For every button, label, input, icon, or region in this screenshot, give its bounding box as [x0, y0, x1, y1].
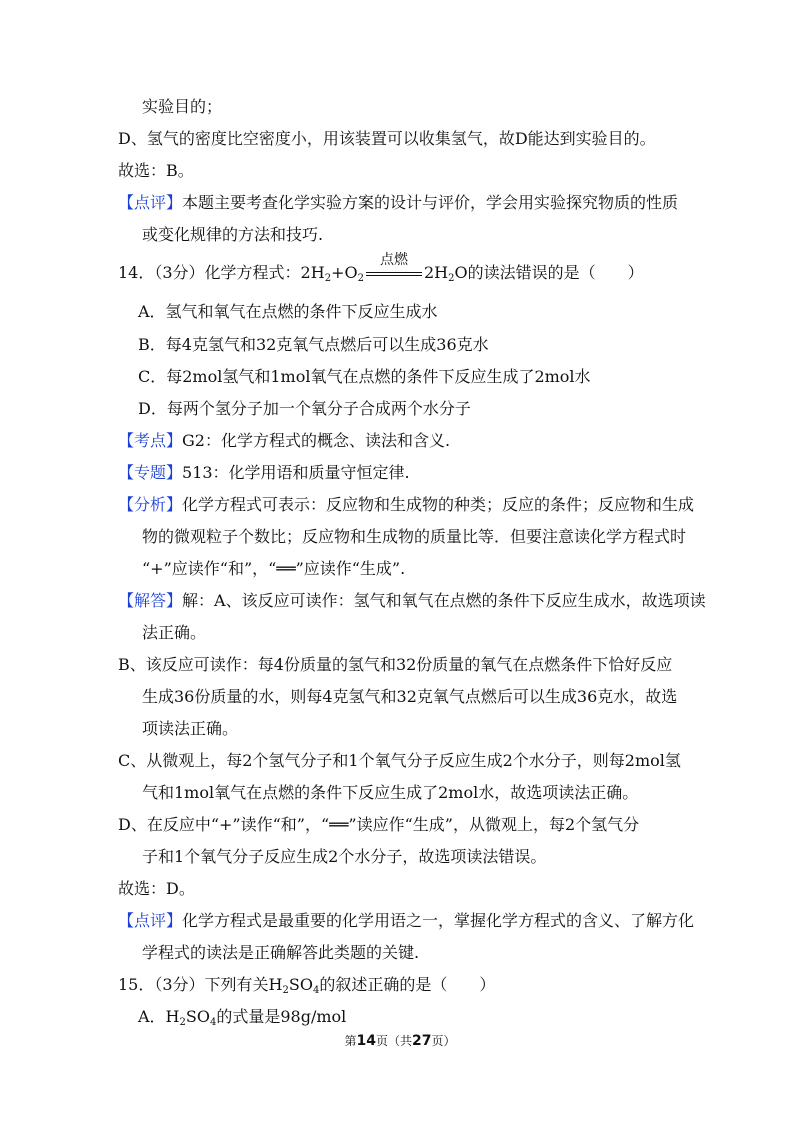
q14-stem: 14．（3分）化学方程式：$2H_2+O_2$ 点燃 $2H_2O$的读法错误的是（ ） — [118, 252, 644, 284]
q14-jieda-d2: 子和1个氧气分子反应生成2个水分子，故选项读法错误。 — [142, 847, 547, 866]
q14-jieda-c1: C、从微观上，每2个氢气分子和1个氧气分子反应生成2个水分子，则每2mol氢 — [118, 751, 681, 770]
q14-kaodian: 【考点】G2：化学方程式的概念、读法和含义. — [118, 431, 451, 450]
review-tag: 【点评】 — [118, 911, 183, 930]
q14-jieda-b1: B、该反应可读作：每4份质量的氢气和32份质量的氧气在点燃条件下恰好反应 — [118, 655, 673, 674]
q14-option-d: D．每两个氢分子加一个氧分子合成两个水分子 — [138, 399, 471, 418]
q15-stem: 15．（3分）下列有关$H_2SO_4$的叙述正确的是（ ） — [118, 975, 496, 996]
reaction-arrow — [364, 252, 424, 283]
q14-fenxi-2: 物的微观粒子个数比；反应物和生成物的质量比等．但要注意读化学方程式时 — [142, 527, 687, 546]
q13-answer: 故选：B。 — [118, 161, 194, 180]
q13-review — [118, 193, 678, 213]
q14-option-b: B．每4克氢气和32克氧气点燃后可以生成36克水 — [138, 335, 489, 354]
q14-fenxi-3: “+”应读作“和”，“══”应读作“生成”. — [142, 559, 406, 578]
q14-zhuanti: 【专题】513：化学用语和质量守恒定律. — [118, 463, 410, 482]
q14-jieda-d1: D、在反应中“+”读作“和”，“══”读应作“生成”，从微观上，每2个氢气分 — [118, 815, 640, 834]
q14-jieda: 【解答】解：A、该反应可读作：氢气和氧气在点燃的条件下反应生成水，故选项读 — [118, 591, 706, 610]
q14-review: 【点评】化学方程式是最重要的化学用语之一，掌握化学方程式的含义、了解方化 — [118, 911, 695, 930]
q14-jieda-a2: 法正确。 — [142, 623, 207, 642]
jieda-tag: 【解答】 — [118, 591, 183, 610]
page-total: 27 — [412, 1033, 432, 1049]
page-footer: 第14页（共27页） — [344, 1033, 456, 1049]
q14-jieda-b3: 项读法正确。 — [142, 719, 239, 738]
q14-answer: 故选：D。 — [118, 879, 195, 898]
page-number: 14 — [356, 1033, 376, 1049]
q14-option-c: C．每2mol氢气和1mol氧气在点燃的条件下反应生成了2mol水 — [138, 367, 591, 386]
q14-question: 的读法错误的是（ ） — [467, 263, 644, 282]
q14-number: 14．（3分）化学方程式： — [118, 263, 301, 282]
eq-h2: 2H — [300, 263, 325, 282]
reaction-condition: 点燃 — [379, 252, 408, 268]
zhuanti-tag: 【专题】 — [118, 463, 183, 482]
q13-continuation: 实验目的； — [142, 97, 223, 116]
q15-option-a: A．$H_2SO_4$的式量是98g/mol — [138, 1007, 347, 1028]
eq-h2o: 2H — [423, 263, 449, 282]
fenxi-tag: 【分析】 — [118, 495, 183, 514]
q13-review-text-1: 本题主要考查化学实验方案的设计与评价，学会用实验探究物质的性质 — [182, 193, 679, 212]
review-tag: 【点评】 — [118, 193, 183, 212]
eq-o2: +O — [331, 263, 358, 282]
kaodian-tag: 【考点】 — [118, 431, 183, 450]
q14-jieda-c2: 气和1mol氧气在点燃的条件下反应生成了2mol水，故选项读法正确。 — [142, 783, 639, 802]
q14-option-a: A．氢气和氧气在点燃的条件下反应生成水 — [138, 302, 438, 321]
q13-option-d-analysis: D、氢气的密度比空密度小，用该装置可以收集氢气，故D能达到实验目的。 — [118, 129, 656, 148]
q14-jieda-b2: 生成36份质量的水，则每4克氢气和32克氧气点燃后可以生成36克水，故选 — [142, 687, 678, 706]
q14-review-2: 学程式的读法是正确解答此类题的关键. — [142, 943, 420, 962]
q13-review-text-2: 或变化规律的方法和技巧. — [142, 225, 324, 244]
q14-fenxi: 【分析】化学方程式可表示：反应物和生成物的种类；反应的条件；反应物和生成 — [118, 495, 695, 514]
